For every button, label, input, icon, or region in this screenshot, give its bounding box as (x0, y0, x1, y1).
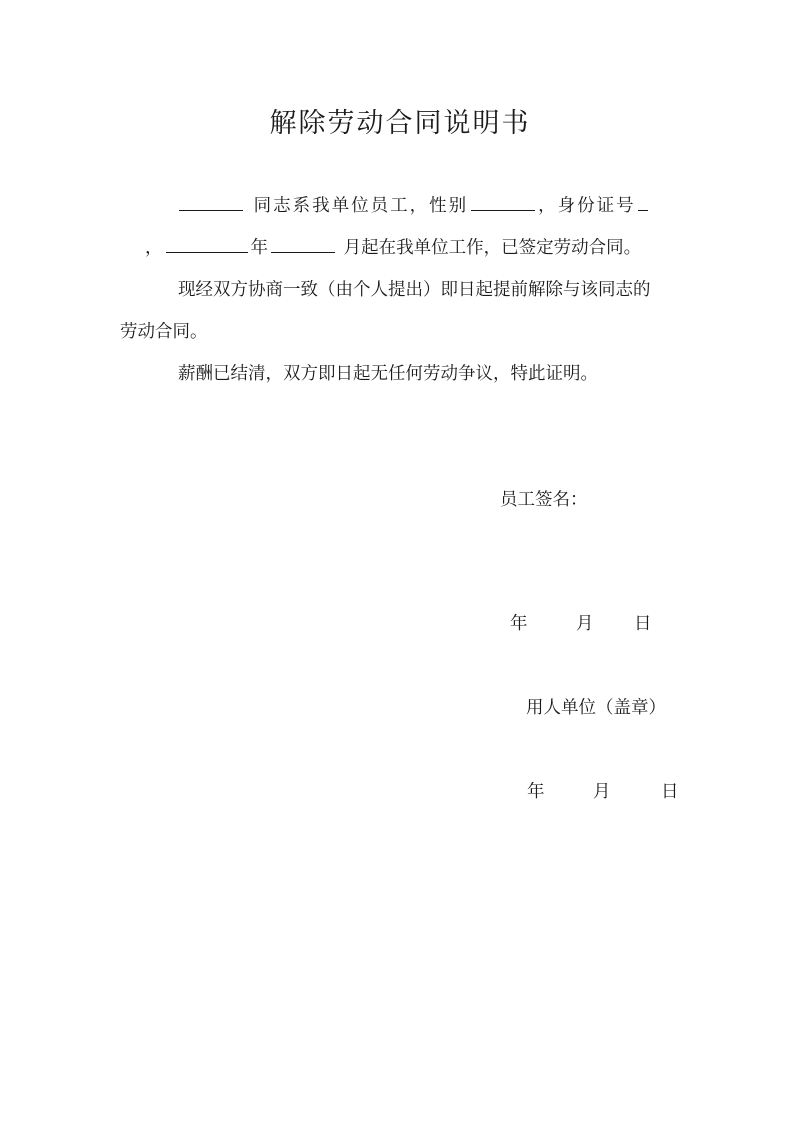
start-year-blank (166, 234, 248, 253)
employee-date-day: 日 (634, 614, 652, 634)
paragraph-2-line-1: 现经双方协商一致（由个人提出）即日起提前解除与该同志的 (178, 280, 651, 300)
employer-seal-label: 用人单位（盖章） (526, 698, 666, 718)
paragraph-1-text-c: ， (145, 238, 163, 258)
paragraph-2-line-2: 劳动合同。 (120, 322, 208, 342)
document-title: 解除劳动合同说明书 (269, 108, 531, 139)
employer-date-year: 年 (527, 782, 545, 802)
paragraph-1-text-d: 年 (250, 238, 268, 258)
paragraph-1-text-a: 同志系我单位员工，性别 (253, 196, 469, 216)
gender-blank (471, 192, 535, 211)
employer-date-day: 日 (661, 782, 679, 802)
employer-date (527, 778, 679, 806)
paragraph-1-text-e: 月起在我单位工作，已签定劳动合同。 (343, 238, 642, 258)
employee-signature-label: 员工签名： (500, 490, 588, 510)
paragraph-1-text-b: ，身份证号 (538, 196, 636, 216)
paragraph-1-line-2 (145, 234, 641, 262)
name-blank (179, 192, 243, 211)
employee-date-year: 年 (510, 614, 528, 634)
paragraph-3: 薪酬已结清，双方即日起无任何劳动争议，特此证明。 (178, 364, 598, 384)
employer-date-month: 月 (593, 782, 611, 802)
employee-date-month: 月 (576, 614, 594, 634)
employee-date (510, 610, 652, 638)
id-number-blank (638, 192, 648, 211)
start-month-blank (271, 234, 335, 253)
paragraph-1-line-1 (176, 192, 651, 220)
